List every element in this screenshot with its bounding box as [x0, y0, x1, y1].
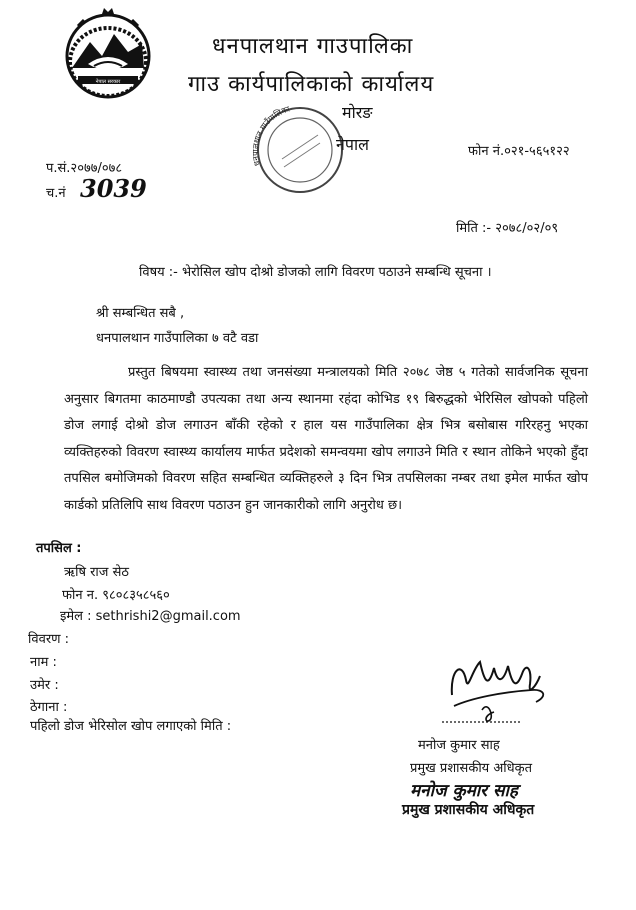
office-phone: फोन नं.०२१-५६५१२२ [468, 144, 570, 159]
svg-text:धनपालथान गाउँपालिका: धनपालथान गाउँपालिका [250, 104, 291, 167]
contact-email: इमेल : sethrishi2@gmail.com [60, 609, 241, 624]
form-age-label: उमेर : [30, 678, 59, 693]
form-first-dose-label: पहिलो डोज भेरिसोल खोप लगाएको मिति : [30, 719, 232, 734]
country-name: नेपाल [336, 135, 369, 154]
district-name: मोरङ [342, 103, 373, 122]
form-address-label: ठेगाना : [30, 700, 68, 715]
dispatch-label: च.नं [46, 186, 66, 201]
signatory-title: प्रमुख प्रशासकीय अधिकृत [410, 761, 533, 776]
subject-line: विषय :- भेरोसिल खोप दोश्रो डोजको लागि विवरण पठाउने सम्बन्धि सूचना । [139, 265, 492, 280]
form-heading: विवरण : [28, 632, 70, 647]
recipient-line-1: श्री सम्बन्धित सबै , [96, 306, 185, 321]
form-name-label: नाम : [30, 655, 57, 670]
stamp-name: मनोज कुमार साह [410, 781, 518, 801]
signatory-name: मनोज कुमार साह [418, 738, 500, 753]
nepal-emblem-logo [58, 6, 158, 100]
dispatch-number: 3039 [80, 174, 147, 203]
contact-name: ऋषि राज सेठ [64, 565, 129, 580]
handwritten-signature [432, 640, 562, 730]
office-name: गाउ कार्यपालिकाको कार्यालय [188, 72, 435, 97]
svg-text:नेपाल सरकार: नेपाल सरकार [95, 79, 121, 85]
org-name: धनपालथान गाउपालिका [212, 34, 414, 59]
office-seal-stamp [240, 95, 360, 195]
body-paragraph: प्रस्तुत बिषयमा स्वास्थ्य तथा जनसंख्या मन्त्रालयको मिति २०७८ जेष्ठ ५ गतेको सार्वजनिक सूचना अनुसार बिगतमा काठमाण्डौ उपत्यका तथा अन्य स्थानमा रहंदा कोभिड १९ बिरुद्धको भेरिसिल खोपको पहिलो डोज लगाई दोश्रो डोज लगाउन बाँकी रहेको र हाल यस गाउँपालिका क्षेत्र भित्र बसोबास गरिरहनु भएका व्यक्तिहरुको विवरण स्वास्थ्य कार्यालय मार्फत प्रदेशको समन्वयमा खोप लगाउने मिति र स्थान तोकिने भएको हुँदा तपसिल बमोजिमको विवरण सहित सम्बन्धित व्यक्तिहरुले ३ दिन भित्र तपसिलका नम्बर तथा इमेल मार्फत खोप कार्डको प्रतिलिपि साथ विवरण पठाउन हुन जानकारीको लागि अनुरोध छ। [64, 365, 588, 513]
contact-phone: फोन न. ९८०८३५८५६० [62, 588, 170, 603]
tapsil-heading: तपसिल : [36, 541, 82, 556]
stamp-title: प्रमुख प्रशासकीय अधिकृत [402, 802, 535, 818]
letter-date: मिति :- २०७८/०२/०९ [456, 221, 559, 236]
fiscal-year: प.सं.२०७७/०७८ [46, 161, 123, 176]
recipient-line-2: धनपालथान गाउँपालिका ७ वटै वडा [96, 331, 259, 346]
